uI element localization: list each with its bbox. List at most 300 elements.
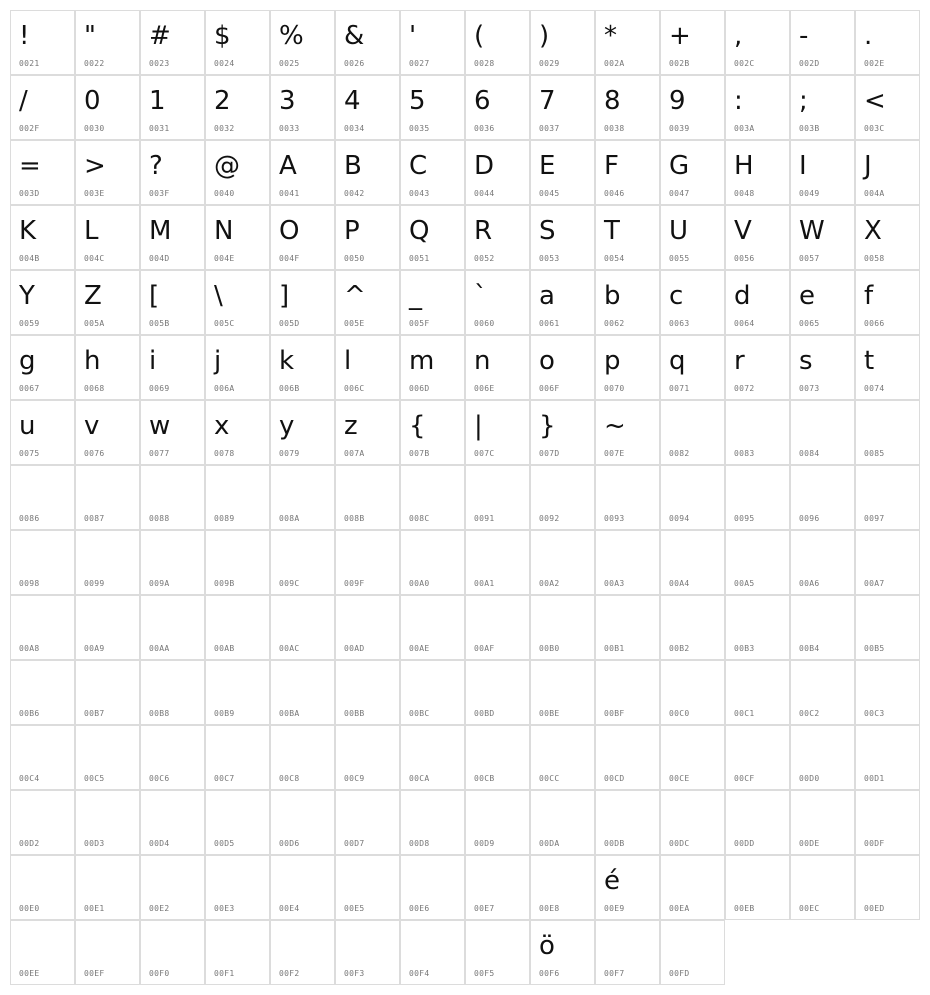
glyph-codepoint: 0034 [344, 124, 365, 133]
glyph-codepoint: 005E [344, 319, 365, 328]
glyph-character: o [539, 346, 555, 376]
glyph-grid [10, 10, 920, 985]
glyph-codepoint: 00A1 [474, 579, 495, 588]
glyph-codepoint: 00B8 [149, 709, 170, 718]
glyph-character: N [214, 216, 234, 246]
glyph-codepoint: 00C6 [149, 774, 170, 783]
glyph-cell [400, 595, 465, 660]
glyph-codepoint: 0029 [539, 59, 560, 68]
glyph-cell [400, 10, 465, 75]
glyph-cell [790, 530, 855, 595]
glyph-cell [790, 75, 855, 140]
glyph-cell [205, 140, 270, 205]
glyph-character: < [864, 86, 886, 116]
glyph-codepoint: 00A3 [604, 579, 625, 588]
glyph-cell [270, 10, 335, 75]
glyph-codepoint: 00DF [864, 839, 885, 848]
glyph-cell [140, 270, 205, 335]
glyph-codepoint: 0067 [19, 384, 40, 393]
glyph-cell [400, 335, 465, 400]
glyph-codepoint: 00F4 [409, 969, 430, 978]
glyph-cell [855, 595, 920, 660]
glyph-codepoint: 0061 [539, 319, 560, 328]
glyph-codepoint: 0060 [474, 319, 495, 328]
glyph-codepoint: 009C [279, 579, 300, 588]
glyph-cell [660, 595, 725, 660]
glyph-cell [140, 205, 205, 270]
glyph-character: - [799, 21, 809, 51]
glyph-codepoint: 002C [734, 59, 755, 68]
glyph-cell [335, 400, 400, 465]
glyph-cell [660, 465, 725, 530]
glyph-codepoint: 003A [734, 124, 755, 133]
glyph-codepoint: 0022 [84, 59, 105, 68]
glyph-codepoint: 0058 [864, 254, 885, 263]
glyph-character: : [734, 86, 743, 116]
glyph-codepoint: 003F [149, 189, 170, 198]
glyph-codepoint: 00A0 [409, 579, 430, 588]
glyph-codepoint: 00A2 [539, 579, 560, 588]
glyph-cell [10, 920, 75, 985]
glyph-cell [530, 790, 595, 855]
glyph-character: / [19, 86, 28, 116]
glyph-codepoint: 007C [474, 449, 495, 458]
glyph-cell [790, 465, 855, 530]
glyph-cell [75, 465, 140, 530]
glyph-codepoint: 0075 [19, 449, 40, 458]
glyph-codepoint: 009A [149, 579, 170, 588]
glyph-cell [465, 400, 530, 465]
glyph-codepoint: 00B7 [84, 709, 105, 718]
glyph-codepoint: 00CA [409, 774, 430, 783]
glyph-codepoint: 00D9 [474, 839, 495, 848]
glyph-codepoint: 00B0 [539, 644, 560, 653]
glyph-codepoint: 00B5 [864, 644, 885, 653]
glyph-cell [725, 790, 790, 855]
glyph-cell [270, 270, 335, 335]
glyph-codepoint: 0093 [604, 514, 625, 523]
glyph-cell [205, 595, 270, 660]
glyph-codepoint: 00CD [604, 774, 625, 783]
glyph-cell [140, 10, 205, 75]
glyph-cell [400, 725, 465, 790]
glyph-cell [855, 530, 920, 595]
glyph-character: 8 [604, 86, 621, 116]
glyph-codepoint: 0077 [149, 449, 170, 458]
glyph-character: ! [19, 21, 30, 51]
glyph-cell [75, 725, 140, 790]
glyph-codepoint: 00E1 [84, 904, 105, 913]
glyph-cell [725, 335, 790, 400]
glyph-character: M [149, 216, 172, 246]
glyph-cell [595, 790, 660, 855]
glyph-codepoint: 003C [864, 124, 885, 133]
glyph-codepoint: 00AD [344, 644, 365, 653]
glyph-cell [335, 725, 400, 790]
glyph-character: J [864, 151, 872, 181]
glyph-character: i [149, 346, 157, 376]
glyph-codepoint: 004F [279, 254, 300, 263]
glyph-codepoint: 00B6 [19, 709, 40, 718]
glyph-cell [205, 400, 270, 465]
glyph-cell [725, 660, 790, 725]
glyph-cell [660, 205, 725, 270]
glyph-character: K [19, 216, 37, 246]
glyph-codepoint: 0091 [474, 514, 495, 523]
glyph-codepoint: 0049 [799, 189, 820, 198]
glyph-cell [465, 855, 530, 920]
glyph-character: ` [474, 281, 487, 311]
glyph-character: a [539, 281, 555, 311]
glyph-character: v [84, 411, 100, 441]
glyph-cell [790, 725, 855, 790]
glyph-cell [400, 530, 465, 595]
glyph-codepoint: 0068 [84, 384, 105, 393]
glyph-cell [465, 335, 530, 400]
glyph-cell [140, 530, 205, 595]
glyph-codepoint: 0026 [344, 59, 365, 68]
glyph-cell [335, 75, 400, 140]
glyph-codepoint: 00E2 [149, 904, 170, 913]
glyph-codepoint: 00BF [604, 709, 625, 718]
glyph-character: * [604, 21, 617, 51]
glyph-cell [465, 270, 530, 335]
glyph-cell [660, 400, 725, 465]
glyph-codepoint: 00DE [799, 839, 820, 848]
glyph-codepoint: 0057 [799, 254, 820, 263]
glyph-cell [725, 725, 790, 790]
glyph-cell [855, 75, 920, 140]
glyph-cell [725, 140, 790, 205]
glyph-cell [400, 790, 465, 855]
glyph-codepoint: 00A4 [669, 579, 690, 588]
glyph-codepoint: 002B [669, 59, 690, 68]
glyph-cell [530, 530, 595, 595]
glyph-cell [725, 270, 790, 335]
glyph-codepoint: 00A5 [734, 579, 755, 588]
glyph-codepoint: 009F [344, 579, 365, 588]
glyph-cell [205, 790, 270, 855]
glyph-codepoint: 0063 [669, 319, 690, 328]
glyph-character: e [799, 281, 815, 311]
glyph-cell [270, 725, 335, 790]
glyph-codepoint: 0044 [474, 189, 495, 198]
glyph-cell [400, 140, 465, 205]
glyph-character: Q [409, 216, 430, 246]
glyph-cell [595, 205, 660, 270]
glyph-cell [335, 10, 400, 75]
glyph-cell [660, 270, 725, 335]
glyph-codepoint: 00D8 [409, 839, 430, 848]
glyph-cell [465, 725, 530, 790]
glyph-codepoint: 0036 [474, 124, 495, 133]
glyph-codepoint: 0064 [734, 319, 755, 328]
glyph-codepoint: 0082 [669, 449, 690, 458]
glyph-character: W [799, 216, 825, 246]
glyph-cell [465, 920, 530, 985]
glyph-cell [790, 270, 855, 335]
glyph-cell [335, 530, 400, 595]
glyph-cell [270, 790, 335, 855]
glyph-cell [855, 270, 920, 335]
glyph-cell [790, 400, 855, 465]
glyph-codepoint: 003D [19, 189, 40, 198]
glyph-cell [10, 595, 75, 660]
glyph-codepoint: 0033 [279, 124, 300, 133]
glyph-cell [335, 270, 400, 335]
glyph-cell [335, 790, 400, 855]
glyph-cell [75, 400, 140, 465]
glyph-cell [75, 855, 140, 920]
glyph-codepoint: 0046 [604, 189, 625, 198]
glyph-cell [595, 10, 660, 75]
glyph-character: % [279, 21, 304, 51]
glyph-cell [855, 335, 920, 400]
glyph-cell [140, 465, 205, 530]
glyph-codepoint: 00BE [539, 709, 560, 718]
glyph-cell [270, 335, 335, 400]
glyph-cell [75, 595, 140, 660]
glyph-codepoint: 005F [409, 319, 430, 328]
glyph-codepoint: 00BB [344, 709, 365, 718]
glyph-character: 0 [84, 86, 101, 116]
glyph-codepoint: 00E9 [604, 904, 625, 913]
glyph-codepoint: 0096 [799, 514, 820, 523]
glyph-cell [595, 660, 660, 725]
glyph-codepoint: 00C0 [669, 709, 690, 718]
glyph-codepoint: 00CC [539, 774, 560, 783]
glyph-character: t [864, 346, 875, 376]
glyph-codepoint: 00EB [734, 904, 755, 913]
glyph-codepoint: 00CB [474, 774, 495, 783]
glyph-codepoint: 00B4 [799, 644, 820, 653]
glyph-cell [790, 790, 855, 855]
glyph-cell [10, 140, 75, 205]
glyph-codepoint: 00D4 [149, 839, 170, 848]
glyph-character: I [799, 151, 807, 181]
glyph-codepoint: 0037 [539, 124, 560, 133]
glyph-codepoint: 0094 [669, 514, 690, 523]
glyph-codepoint: 006A [214, 384, 235, 393]
glyph-cell [10, 335, 75, 400]
glyph-codepoint: 0071 [669, 384, 690, 393]
glyph-cell [530, 725, 595, 790]
glyph-codepoint: 00ED [864, 904, 885, 913]
glyph-codepoint: 00A6 [799, 579, 820, 588]
glyph-codepoint: 0088 [149, 514, 170, 523]
glyph-cell [465, 140, 530, 205]
glyph-cell [660, 335, 725, 400]
glyph-character: ~ [604, 411, 626, 441]
glyph-codepoint: 00BA [279, 709, 300, 718]
glyph-codepoint: 0065 [799, 319, 820, 328]
glyph-cell [725, 75, 790, 140]
glyph-codepoint: 007B [409, 449, 430, 458]
glyph-character: = [19, 151, 41, 181]
glyph-cell [75, 75, 140, 140]
glyph-codepoint: 006F [539, 384, 560, 393]
glyph-codepoint: 0028 [474, 59, 495, 68]
glyph-cell [400, 75, 465, 140]
glyph-cell [205, 530, 270, 595]
glyph-cell [465, 595, 530, 660]
glyph-cell [140, 660, 205, 725]
glyph-character: F [604, 151, 619, 181]
glyph-codepoint: 0099 [84, 579, 105, 588]
glyph-cell [465, 75, 530, 140]
glyph-character: & [344, 21, 365, 51]
glyph-cell [530, 465, 595, 530]
glyph-codepoint: 002D [799, 59, 820, 68]
glyph-cell [205, 10, 270, 75]
glyph-cell [530, 400, 595, 465]
glyph-cell [140, 595, 205, 660]
glyph-codepoint: 00B9 [214, 709, 235, 718]
glyph-codepoint: 0076 [84, 449, 105, 458]
glyph-cell [140, 790, 205, 855]
glyph-cell [10, 725, 75, 790]
glyph-cell [10, 465, 75, 530]
glyph-cell [400, 920, 465, 985]
glyph-codepoint: 00E7 [474, 904, 495, 913]
glyph-codepoint: 00E3 [214, 904, 235, 913]
glyph-codepoint: 0024 [214, 59, 235, 68]
glyph-codepoint: 007D [539, 449, 560, 458]
glyph-cell [335, 920, 400, 985]
glyph-character: h [84, 346, 101, 376]
glyph-codepoint: 0070 [604, 384, 625, 393]
glyph-character: O [279, 216, 300, 246]
glyph-cell [10, 10, 75, 75]
glyph-cell [660, 920, 725, 985]
glyph-codepoint: 00DD [734, 839, 755, 848]
glyph-codepoint: 0045 [539, 189, 560, 198]
glyph-cell [205, 270, 270, 335]
glyph-cell [530, 660, 595, 725]
glyph-character: " [84, 21, 96, 51]
glyph-character: @ [214, 151, 240, 181]
glyph-character: L [84, 216, 99, 246]
glyph-codepoint: 0030 [84, 124, 105, 133]
glyph-codepoint: 0055 [669, 254, 690, 263]
glyph-character: [ [149, 281, 160, 311]
glyph-codepoint: 00A8 [19, 644, 40, 653]
glyph-cell [140, 75, 205, 140]
glyph-character: $ [214, 21, 231, 51]
glyph-codepoint: 0056 [734, 254, 755, 263]
glyph-cell [595, 725, 660, 790]
glyph-cell [855, 10, 920, 75]
glyph-character: u [19, 411, 36, 441]
glyph-codepoint: 0025 [279, 59, 300, 68]
glyph-character: x [214, 411, 230, 441]
glyph-codepoint: 007A [344, 449, 365, 458]
glyph-codepoint: 0031 [149, 124, 170, 133]
glyph-cell [140, 855, 205, 920]
glyph-codepoint: 00B3 [734, 644, 755, 653]
glyph-cell [270, 75, 335, 140]
glyph-cell [75, 660, 140, 725]
glyph-cell [205, 465, 270, 530]
glyph-cell [660, 530, 725, 595]
glyph-character: 4 [344, 86, 361, 116]
glyph-codepoint: 0052 [474, 254, 495, 263]
glyph-codepoint: 0054 [604, 254, 625, 263]
glyph-character: Z [84, 281, 102, 311]
glyph-cell [75, 270, 140, 335]
glyph-character: 6 [474, 86, 491, 116]
glyph-codepoint: 00FD [669, 969, 690, 978]
glyph-cell [10, 790, 75, 855]
glyph-cell [855, 660, 920, 725]
glyph-character: U [669, 216, 689, 246]
glyph-codepoint: 0050 [344, 254, 365, 263]
glyph-character: p [604, 346, 621, 376]
glyph-codepoint: 00B2 [669, 644, 690, 653]
glyph-codepoint: 002A [604, 59, 625, 68]
glyph-character: X [864, 216, 882, 246]
glyph-character: j [214, 346, 222, 376]
glyph-cell [205, 75, 270, 140]
glyph-codepoint: 00D2 [19, 839, 40, 848]
glyph-codepoint: 004E [214, 254, 235, 263]
glyph-character: S [539, 216, 556, 246]
glyph-character: V [734, 216, 752, 246]
glyph-character: d [734, 281, 751, 311]
glyph-codepoint: 00AF [474, 644, 495, 653]
glyph-codepoint: 0041 [279, 189, 300, 198]
glyph-cell [465, 530, 530, 595]
glyph-codepoint: 0035 [409, 124, 430, 133]
glyph-codepoint: 0095 [734, 514, 755, 523]
glyph-codepoint: 0047 [669, 189, 690, 198]
glyph-cell [400, 400, 465, 465]
glyph-cell [530, 855, 595, 920]
glyph-cell [400, 465, 465, 530]
glyph-cell [75, 530, 140, 595]
glyph-codepoint: 003E [84, 189, 105, 198]
glyph-cell [530, 75, 595, 140]
glyph-codepoint: 005A [84, 319, 105, 328]
glyph-character: ^ [344, 281, 366, 311]
glyph-codepoint: 008B [344, 514, 365, 523]
glyph-codepoint: 00BC [409, 709, 430, 718]
glyph-cell [205, 855, 270, 920]
glyph-codepoint: 00C7 [214, 774, 235, 783]
glyph-codepoint: 0021 [19, 59, 40, 68]
glyph-codepoint: 0032 [214, 124, 235, 133]
glyph-codepoint: 005B [149, 319, 170, 328]
glyph-cell [855, 855, 920, 920]
glyph-cell [530, 335, 595, 400]
glyph-character: s [799, 346, 813, 376]
glyph-codepoint: 0066 [864, 319, 885, 328]
glyph-cell [75, 10, 140, 75]
glyph-character: ? [149, 151, 163, 181]
glyph-character: r [734, 346, 745, 376]
glyph-cell [790, 140, 855, 205]
glyph-cell [855, 725, 920, 790]
glyph-cell [75, 920, 140, 985]
glyph-cell [855, 465, 920, 530]
glyph-codepoint: 0069 [149, 384, 170, 393]
glyph-character: C [409, 151, 428, 181]
glyph-character: , [734, 21, 743, 51]
glyph-cell [335, 335, 400, 400]
glyph-cell [595, 400, 660, 465]
glyph-codepoint: 0084 [799, 449, 820, 458]
glyph-character: | [474, 411, 483, 441]
